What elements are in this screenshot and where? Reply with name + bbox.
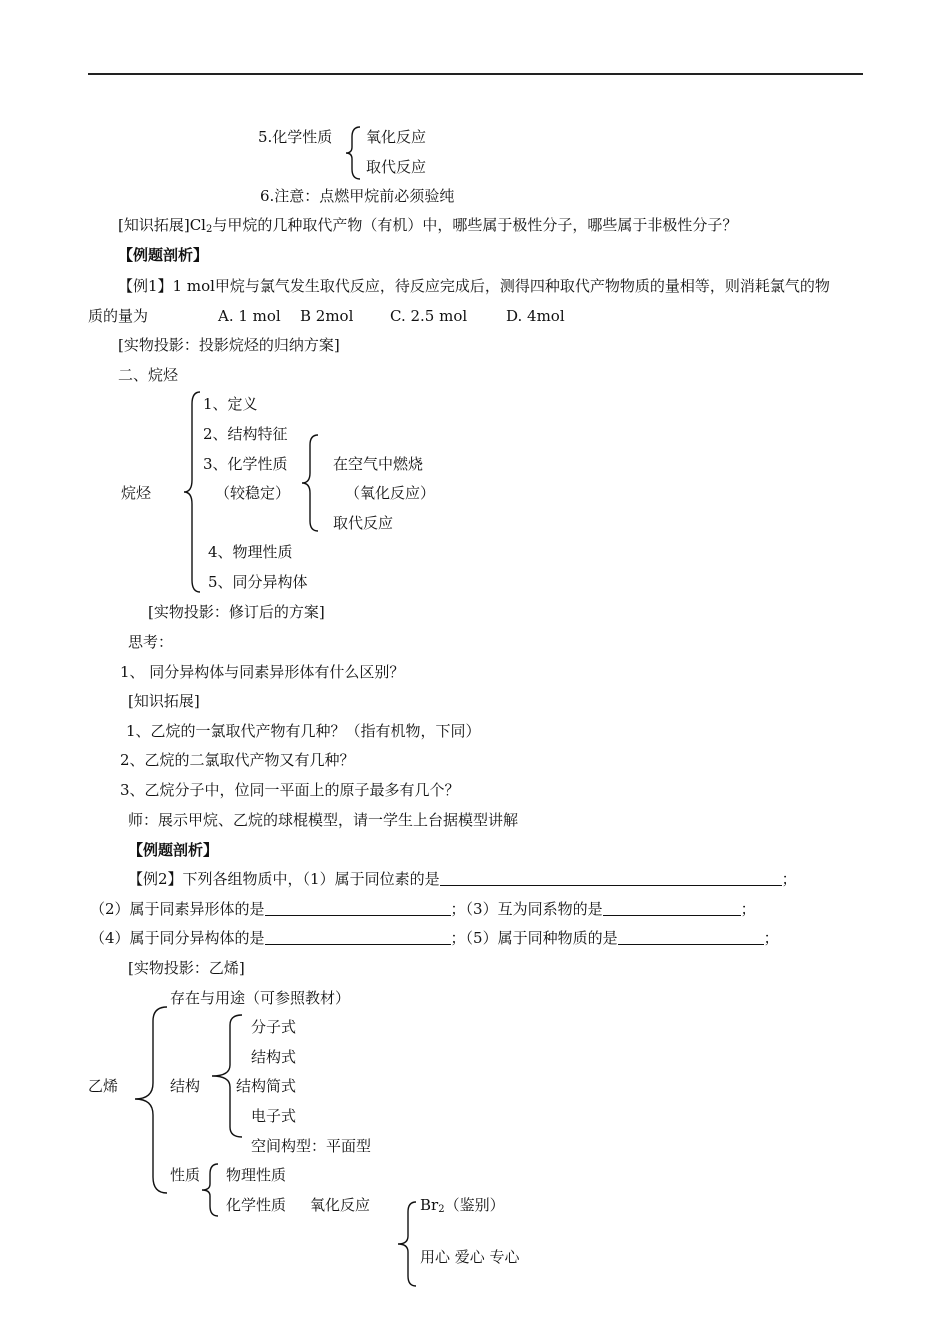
methane-branch-substitution: 取代反应: [366, 158, 427, 176]
br2-test: $Br_2$（鉴别）: [420, 1196, 505, 1215]
prop-physical: 物理性质: [226, 1166, 287, 1184]
knowledge-extension-2: [知识拓展]: [128, 692, 200, 710]
example1-line2: 质的量为 A. 1 mol B 2mol C. 2.5 mol D. 4mol: [88, 307, 565, 325]
answer-blank-3[interactable]: [603, 901, 741, 916]
think-label: 思考：: [128, 633, 174, 651]
example2-line2: （2）属于同素异形体的是 ；（3）互为同系物的是 ；: [90, 900, 756, 918]
ethylene-exist: 存在与用途（可参照教材）: [170, 989, 351, 1007]
header-rule: [88, 73, 863, 75]
option-d: D. 4mol: [506, 307, 565, 325]
struct-spatial-shape: 空间构型：平面型: [251, 1137, 372, 1155]
item5-label: 5.化学性质: [258, 128, 333, 146]
prop-chemical: 化学性质: [226, 1196, 287, 1214]
section-example-1: 【例题剖析】: [118, 246, 209, 264]
brace-alkane: [182, 390, 206, 595]
brace-properties: [200, 1162, 222, 1218]
methane-branch-oxidation: 氧化反应: [366, 128, 427, 146]
projection-2: [实物投影：修订后的方案]: [148, 603, 325, 621]
alkane-item-isomers: 5、同分异构体: [208, 573, 308, 591]
ethylene-properties-label: 性质: [170, 1166, 201, 1184]
ext2-q1: 1、乙烷的一氯取代产物有几种？（指有机物，下同）: [126, 722, 481, 740]
prop-oxidation: 氧化反应: [310, 1196, 371, 1214]
section-example-2: 【例题剖析】: [128, 841, 219, 859]
answer-blank-1[interactable]: [440, 871, 782, 886]
answer-blank-4[interactable]: [265, 930, 451, 945]
option-c: C. 2.5 mol: [390, 307, 468, 325]
alkane-heading: 二、烷烃: [118, 366, 179, 384]
alkane-item-physical: 4、物理性质: [208, 543, 293, 561]
projection-1: [实物投影：投影烷烃的归纳方案]: [118, 336, 340, 354]
brace-methane: [344, 125, 364, 181]
struct-electron-formula: 电子式: [251, 1107, 297, 1125]
ext2-q3: 3、乙烷分子中，位同一平面上的原子最多有几个？: [120, 781, 460, 799]
answer-blank-5[interactable]: [618, 930, 764, 945]
brace-oxidation: [396, 1200, 420, 1288]
struct-condensed-formula: 结构简式: [236, 1077, 297, 1095]
example2-line3: （4）属于同分异构体的是 ；（5）属于同种物质的是 ；: [90, 929, 779, 947]
brace-alkane-chem: [300, 433, 322, 533]
projection-3: [实物投影：乙烯]: [128, 959, 245, 977]
teacher-note: 师：展示甲烷、乙烷的球棍模型，请一学生上台据模型讲解: [128, 811, 519, 829]
option-b: B 2mol: [300, 307, 354, 325]
alkane-root: 烷烃: [121, 484, 152, 502]
alkane-item-chemistry: 3、化学性质: [203, 455, 288, 473]
answer-blank-2[interactable]: [265, 901, 451, 916]
struct-molecular-formula: 分子式: [251, 1018, 297, 1036]
alkane-item-structure: 2、结构特征: [203, 425, 288, 443]
motto: 用心 爱心 专心: [420, 1248, 520, 1266]
option-a: A. 1 mol: [218, 307, 281, 325]
example1-line1: 【例1】1 mol甲烷与氯气发生取代反应，待反应完成后，测得四种取代产物物质的量相等，则消耗氯气的物: [118, 277, 830, 295]
item6-note: 6.注意：点燃甲烷前必须验纯: [260, 187, 455, 205]
ext2-q2: 2、乙烷的二氯取代产物又有几种？: [120, 751, 355, 769]
think-q1: 1、 同分异构体与同素异形体有什么区别？: [120, 663, 405, 681]
alkane-chem-combustion: 在空气中燃烧: [333, 455, 424, 473]
alkane-item-stable: （较稳定）: [215, 484, 291, 502]
alkane-chem-oxidation: （氧化反应）: [345, 484, 436, 502]
struct-structural-formula: 结构式: [251, 1048, 297, 1066]
alkane-chem-substitution: 取代反应: [333, 514, 394, 532]
example2-line1: 【例2】下列各组物质中，（1）属于同位素的是 ；: [128, 870, 797, 888]
brace-ethylene: [133, 1005, 173, 1197]
ethylene-structure-label: 结构: [170, 1077, 201, 1095]
knowledge-extension-1: [知识拓展]$Cl_2$与甲烷的几种取代产物（有机）中，哪些属于极性分子，哪些属于非极性分子？: [118, 216, 738, 235]
alkane-item-definition: 1、定义: [203, 395, 258, 413]
ethylene-root: 乙烯: [88, 1077, 119, 1095]
